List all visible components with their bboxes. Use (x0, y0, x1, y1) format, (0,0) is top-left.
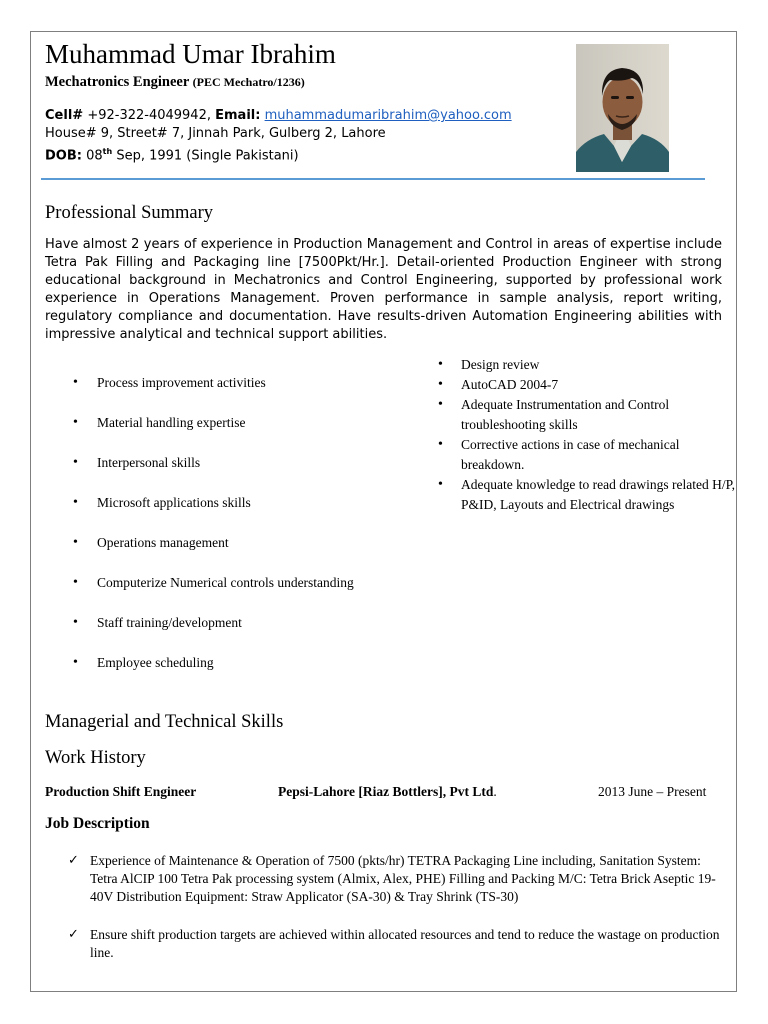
list-item: • Adequate Instrumentation and Control troubleshooting skills (434, 395, 696, 435)
job-description-heading: Job Description (45, 815, 150, 832)
dob-suffix: th (102, 147, 113, 156)
company-end: . (493, 784, 497, 799)
skills-list-right (434, 355, 744, 515)
list-item: • Microsoft applications skills (62, 493, 354, 533)
company-name: Pepsi-Lahore [Riaz Bottlers], Pvt Ltd (278, 784, 494, 799)
email-link[interactable]: muhammadumaribrahim@yahoo.com (264, 108, 512, 123)
list-item: • Operations management (62, 533, 354, 573)
list-item: • Corrective actions in case of mechanical breakdown. (434, 435, 711, 475)
contact-line (45, 107, 512, 125)
list-item: • Staff training/development (62, 613, 354, 653)
candidate-name: Muhammad Umar Ibrahim (45, 39, 336, 69)
dob-day: 08 (86, 148, 103, 164)
list-item: • Adequate knowledge to read drawings related H/P, P&ID, Layouts and Electrical drawings (434, 475, 741, 515)
duty-item: Experience of Maintenance & Operation of 7500 (pkts/hr) TETRA Packaging Line including, Sanitation System: Tetra AlCIP 100 Tetra Pak processing system (Almix, Alex, PHE) Filling and Packing M/C: Tetra Brick Aseptic 19-40V Distribution Equipment: Straw Applicator (SA-30) & Tray Shrink (TS-30) (90, 853, 716, 904)
summary-text: Have almost 2 years of experience in Production Management and Control in areas of expertise include Tetra Pak Filling and Packaging line [7500Pkt/Hr.]. Detail-oriented Production Engineer with strong educational background in Mechatronics and Control Engineering, supported by professional work experience in Operations Management. Proven performance in sample analysis, report writing, regulatory compliance and documentation. Have results-driven Automation Engineering abilities with impressive analytical and technical support abilities. (45, 237, 722, 342)
list-item: • Interpersonal skills (62, 453, 354, 493)
job-dates: 2013 June – Present (598, 784, 707, 799)
address: House# 9, Street# 7, Jinnah Park, Gulberg 2, Lahore (45, 126, 386, 141)
duty-item: Ensure shift production targets are achieved within allocated resources and tend to reduce the wastage on production line. (90, 927, 720, 960)
job-company (278, 783, 497, 801)
list-item: • Material handling expertise (62, 413, 354, 453)
list-item: • AutoCAD 2004-7 (434, 375, 744, 395)
job-title (45, 73, 305, 91)
email-label: Email: (215, 108, 261, 123)
job-title-text: Mechatronics Engineer (45, 74, 190, 90)
list-item: • Process improvement activities (62, 373, 354, 413)
list-item: • Design review (434, 355, 744, 375)
list-item: • Computerize Numerical controls understanding (62, 573, 354, 613)
profile-photo (576, 44, 669, 172)
registration-number: (PEC Mechatro/1236) (192, 75, 305, 89)
profile-photo-icon (576, 44, 669, 172)
dob-rest: Sep, 1991 (Single Pakistani) (116, 148, 299, 164)
check-icon: ✓ (68, 926, 79, 941)
list-item: • Employee scheduling (62, 653, 354, 693)
dob-label: DOB: (45, 148, 82, 164)
skills-list-left (62, 373, 354, 693)
summary-heading: Professional Summary (45, 203, 214, 223)
cell-value: +92-322-4049942, (87, 108, 211, 123)
header-divider (41, 178, 705, 180)
cell-label: Cell# (45, 108, 84, 123)
skills-heading: Managerial and Technical Skills (45, 712, 284, 732)
job-position: Production Shift Engineer (45, 784, 197, 799)
check-icon: ✓ (68, 852, 79, 867)
work-history-heading: Work History (45, 748, 146, 768)
date-of-birth (45, 143, 299, 165)
